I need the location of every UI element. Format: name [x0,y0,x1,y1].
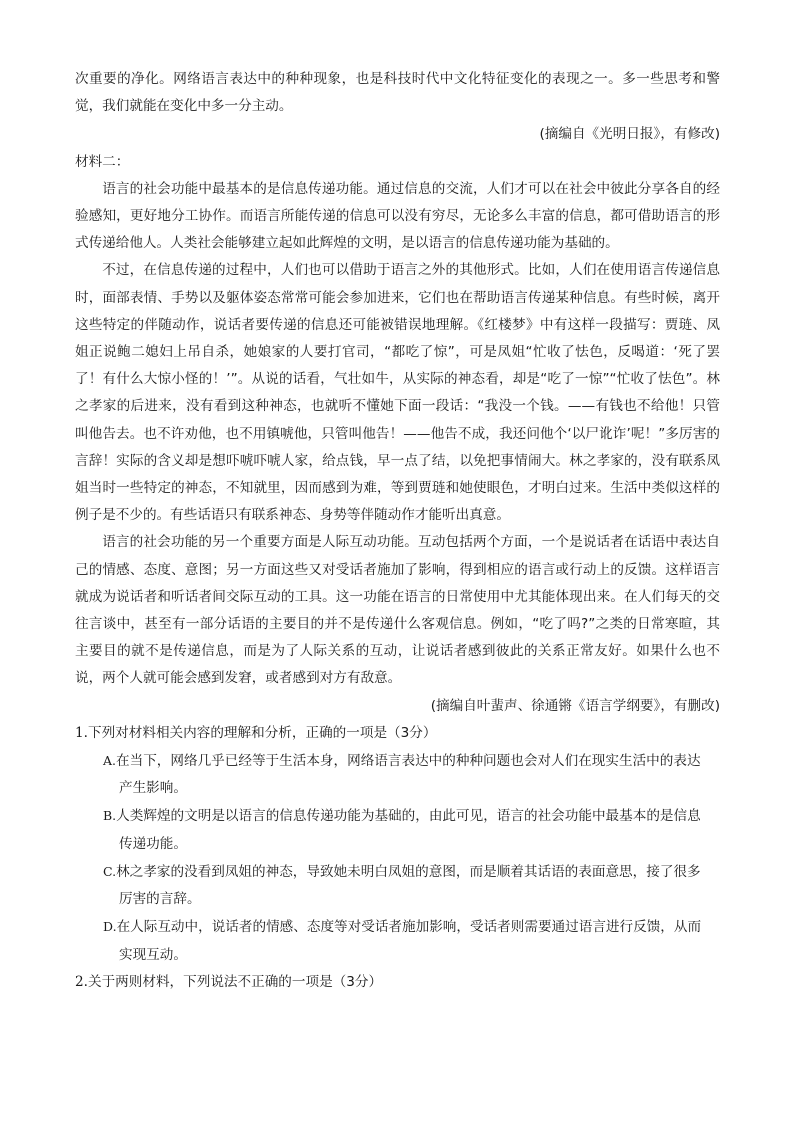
option-letter: A. [103,753,117,769]
option-letter: C. [103,863,117,879]
material1-source-citation: (摘编自《光明日报》，有修改) [539,126,720,143]
question-1-text: 下列对材料相关内容的理解和分析，正确的一项是（3分） [87,724,437,741]
option-text-line2: 产生影响。 [119,780,187,797]
question-1-option-a[interactable] [75,747,720,802]
option-text-line2: 实现互动。 [119,946,187,963]
material1-tail-paragraph: 次重要的净化。网络语言表达中的种种现象，也是科技时代中文化特征变化的表现之一。多一些思考和警觉，我们就能在变化中多一分主动。 [75,71,720,115]
question-2-number: 2. [75,973,88,990]
question-1-option-c[interactable] [75,858,720,913]
option-text-line2: 厉害的言辞。 [119,891,201,908]
option-letter: B. [103,808,117,824]
option-text-line1: 在人际互动中，说话者的情感、态度等对受话者施加影响，受话者则需要通过语言进行反馈，从而 [116,919,702,936]
material2-paragraph-2: 不过，在信息传递的过程中，人们也可以借助于语言之外的其他形式。比如，人们在使用语言传递信息时，面部表情、手势以及躯体姿态常常可能会参加进来，它们也在帮助语言传递某种信息。有些时候，离开这些特定的伴随动作，说话者要传递的信息还可能被错误地理解。《红楼梦》中有这样一段描写：贾琏、凤姐正说鲍二媳妇上吊自杀，她娘家的人要打官司，“都吃了惊”，可是凤姐“忙收了怯色，反喝道：‘死了罢了！有什么大惊小怪的！’”。从说的话看，气壮如牛，从实际的神态看，却是“吃了一惊”“忙收了怯色”。林之孝家的后进来，没有看到这种神态，也就听不懂她下面一段话：“我没一个钱。——有钱也不给他！只管叫他告去。也不许劝他，也不用镇唬他，只管叫他告！——他告不成，我还问他个‘以尸讹诈’呢！”多厉害的言辞！实际的含义却是想吓唬吓唬人家，给点钱，早一点了结，以免把事情闹大。林之孝家的，没有联系凤姐当时一些特定的神态，不知就里，因而感到为难，等到贾琏和她使眼色，才明白过来。生活中类似这样的例子是不少的。有些话语只有联系神态、身势等伴随动作才能听出真意。 [75,262,720,524]
question-1-option-d[interactable] [75,913,720,968]
question-1-option-b[interactable] [75,802,720,857]
option-text-line1: 在当下，网络几乎已经等于生活本身，网络语言表达中的种种问题也会对人们在现实生活中的表达 [116,753,701,770]
question-2-stem [75,969,720,996]
option-text-line1: 林之孝家的没看到凤姐的神态，导致她未明白凤姐的意图，而是顺着其话语的表面意思，接了很多 [116,863,701,880]
question-1-number: 1. [75,724,88,741]
document-page [75,66,720,996]
question-2-text: 关于两则材料，下列说法不正确的一项是（3分） [87,973,383,990]
material2-source-citation: (摘编自叶蜚声、徐通锵《语言学纲要》，有删改) [430,697,720,714]
material2-heading: 材料二： [75,153,130,170]
option-text-line2: 传递功能。 [119,835,187,852]
option-text-line1: 人类辉煌的文明是以语言的信息传递功能为基础的，由此可见，语言的社会功能中最基本的是信息 [116,808,701,825]
material2-paragraph-3: 语言的社会功能的另一个重要方面是人际互动功能。互动包括两个方面，一个是说话者在话语中表达自己的情感、态度、意图；另一方面这些又对受话者施加了影响，得到相应的语言或行动上的反馈。这样语言就成为说话者和听话者间交际互动的工具。这一功能在语言的日常使用中尤其能体现出来。在人们每天的交往言谈中，甚至有一部分话语的主要目的并不是传递什么客观信息。例如，“吃了吗?”之类的日常寒暄，其主要目的就不是传递信息，而是为了人际关系的互动，让说话者感到彼此的关系正常友好。如果什么也不说，两个人就可能会感到发窘，或者感到对方有敌意。 [75,534,720,687]
material2-paragraph-1: 语言的社会功能中最基本的是信息传递功能。通过信息的交流，人们才可以在社会中彼此分享各自的经验感知，更好地分工协作。而语言所能传递的信息可以没有穷尽，无论多么丰富的信息，都可借助语言的形式传递给他人。人类社会能够建立起如此辉煌的文明，是以语言的信息传递功能为基础的。 [75,180,720,252]
option-letter: D. [103,919,117,935]
question-1-stem [75,720,720,747]
